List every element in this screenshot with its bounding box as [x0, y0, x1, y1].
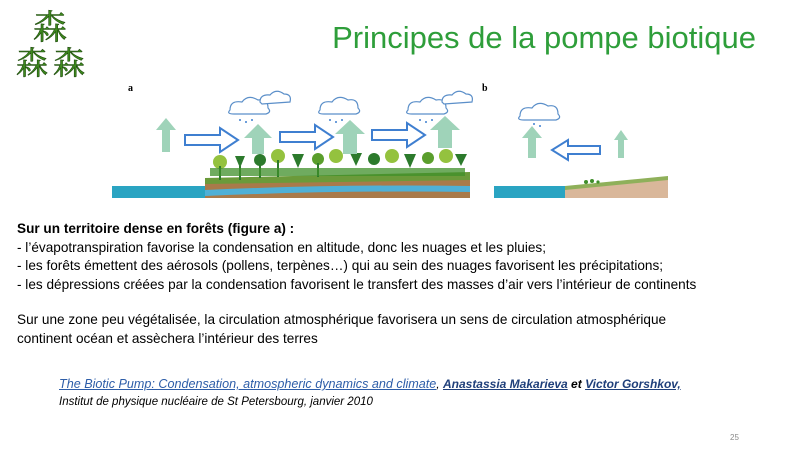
reference-link[interactable]: The Biotic Pump: Condensation, atmospheric dynamics and climate — [59, 377, 437, 391]
bullet-item: - les forêts émettent des aérosols (pollens, terpènes…) qui au sein des nuages favorisent les précipitations; — [17, 258, 664, 273]
section-heading: Sur un territoire dense en forêts (figure a) : — [17, 221, 295, 236]
slide-title: Principes de la pompe biotique — [332, 20, 756, 55]
logo-glyph: 森 — [33, 8, 67, 48]
bullet-item: - les dépressions créées par la condensation favorisent le transfert des masses d’air vers l’intérieur de continents — [17, 276, 697, 292]
institution-text: Institut de physique nucléaire de St Petersbourg, janvier 2010 — [59, 396, 373, 408]
citation-conjunction: et — [567, 377, 586, 391]
paragraph-line: Sur une zone peu végétalisée, la circulation atmosphérique favorisera un sens de circulation atmosphérique — [17, 312, 667, 327]
paragraph-line: continent océan et assèchera l’intérieur des terres — [17, 330, 318, 346]
page-number: 25 — [730, 433, 739, 442]
author-link[interactable]: Victor Gorshkov, — [585, 377, 681, 391]
biotic-pump-figure — [110, 80, 670, 208]
bullet-item: - l’évapotranspiration favorise la condensation en altitude, donc les nuages et les pluies; — [17, 239, 546, 255]
panel-b-label: b — [482, 83, 488, 94]
forest-logo-icon — [4, 4, 96, 78]
panel-a-label: a — [128, 83, 133, 94]
panel-a-illustration — [112, 91, 472, 198]
author-link[interactable]: Anastassia Makarieva — [442, 377, 568, 391]
citation-separator: , — [436, 377, 443, 391]
citation — [59, 375, 681, 411]
body-text — [17, 220, 797, 348]
logo-glyph-left: 森 — [15, 44, 49, 78]
paragraph-spacer — [17, 294, 797, 311]
panel-b-illustration — [494, 103, 668, 198]
logo-glyph-right: 森 — [52, 44, 86, 78]
